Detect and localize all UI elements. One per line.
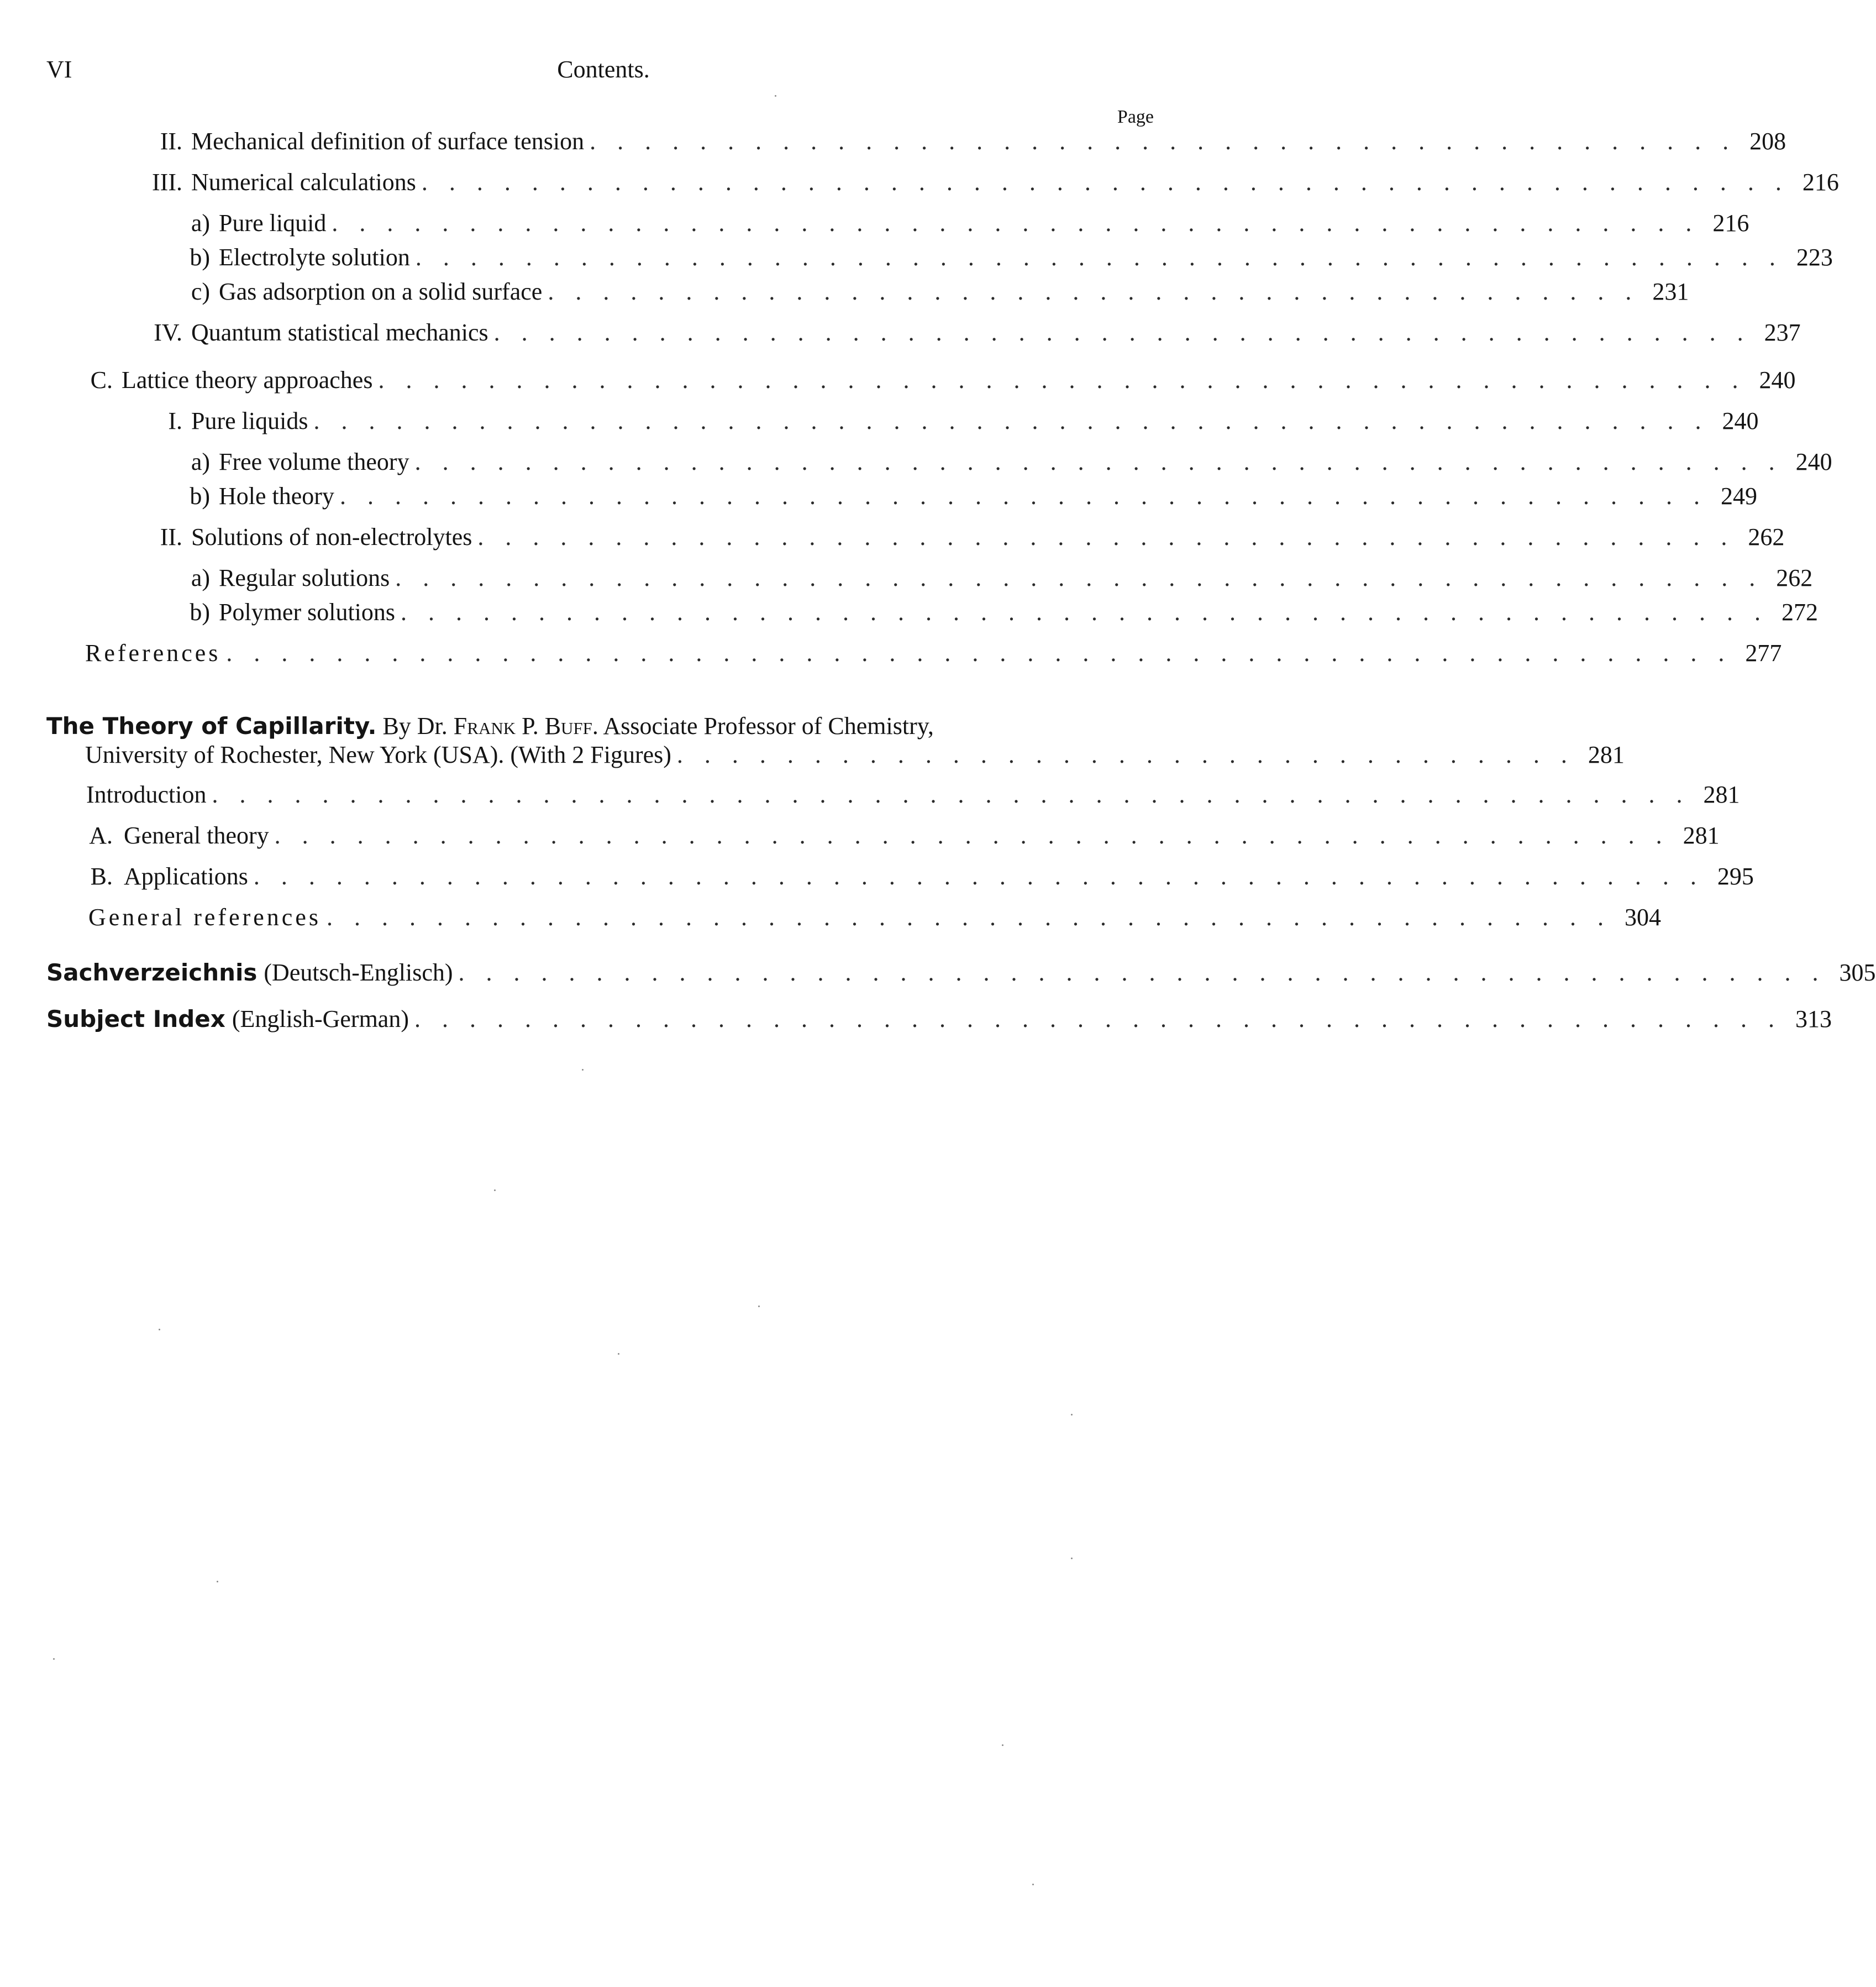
toc-entry[interactable] — [182, 447, 1832, 478]
toc-entry[interactable] — [127, 167, 1839, 198]
dot-leader: . . . . . . . . . . . . . . . . . . . . . . . . . . . . . . . . . . . . . . . . . . . . . . . . . . . . . . — [212, 781, 1690, 808]
toc-entry-title: Numerical calculations — [191, 169, 416, 196]
dot-leader: . . . . . . . . . . . . . . . . . . . . . . . . . . . . . . . . . — [676, 741, 1575, 768]
toc-entry-page: 240 — [1759, 366, 1796, 394]
dot-leader: . . . . . . . . . . . . . . . . . . . . . . . . . . . . . . . . . . . . . . . . — [548, 278, 1639, 305]
toc-entry-page: 237 — [1764, 319, 1801, 346]
toc-entry-page: 305 — [1839, 959, 1876, 986]
toc-entry[interactable] — [127, 406, 1759, 437]
toc-entry[interactable] — [127, 522, 1785, 553]
toc-entry-page: 313 — [1795, 1005, 1832, 1032]
toc-entry-title: Free volume theory — [219, 448, 409, 475]
scan-speck — [494, 1189, 496, 1191]
toc-entry-title: Regular solutions — [219, 564, 390, 591]
toc-entry-title: Lattice theory approaches — [122, 366, 373, 394]
scan-speck — [1002, 1744, 1003, 1746]
dot-leader: . . . . . . . . . . . . . . . . . . . . . . . . . . . . . . . . . . . . . . . . . . . . . . . . . . — [332, 209, 1700, 237]
toc-entry-number: II. — [160, 523, 182, 551]
toc-entry-title: Quantum statistical mechanics — [191, 319, 488, 346]
scan-speck — [1071, 1414, 1073, 1415]
toc-entry-page: 216 — [1712, 209, 1749, 237]
toc-entry-number: I. — [168, 407, 182, 434]
scan-speck — [1071, 1558, 1073, 1559]
toc-entry-title: Introduction — [86, 781, 207, 808]
toc-entry-title: Polymer solutions — [219, 599, 396, 626]
toc-entry-page: 295 — [1717, 863, 1754, 890]
toc-entry[interactable] — [86, 365, 1796, 396]
toc-entry-number: b) — [190, 244, 210, 271]
toc-entry-title: General theory — [124, 822, 269, 849]
toc-entry-number: II. — [160, 128, 182, 155]
article-affiliation-line1: Associate Professor of Chemistry, — [603, 712, 934, 740]
scan-speck — [1032, 1884, 1034, 1885]
dot-leader: . . . . . . . . . . . . . . . . . . . . . . . . . . . . . . . . . . . . . . . . . . . . . . . . . . . . . . . — [226, 639, 1732, 667]
toc-entry[interactable] — [46, 1004, 1832, 1035]
toc-entry-number: C. — [90, 366, 113, 394]
dot-leader: . . . . . . . . . . . . . . . . . . . . . . . . . . . . . . . . . . . . . . . . . . . . . . . . . . — [414, 1005, 1782, 1032]
toc-entry[interactable] — [127, 317, 1801, 348]
dot-leader: . . . . . . . . . . . . . . . . . . . . . . . . . . . . . . . . . . . . . . . . . . . . . . . . . . — [415, 244, 1783, 271]
toc-entry-page: 277 — [1745, 639, 1782, 667]
index-title: Subject Index — [46, 1005, 225, 1032]
toc-entry-page: 304 — [1624, 904, 1661, 931]
toc-entry-title: References — [85, 639, 221, 667]
toc-entry[interactable] — [182, 563, 1813, 594]
toc-entry-page: 240 — [1795, 448, 1832, 475]
dot-leader: . . . . . . . . . . . . . . . . . . . . . . . . . . . . . . . . . . . . . . . . . . . . . . . . . . . — [274, 822, 1670, 849]
dot-leader: . . . . . . . . . . . . . . . . . . . . . . . . . . . . . . . . . . . . . . . . . . . . . . — [493, 319, 1751, 346]
scan-speck — [217, 1581, 218, 1582]
toc-entry-number: IV. — [154, 319, 182, 346]
article-title: The Theory of Capillarity. — [46, 712, 377, 740]
toc-entry-page: 231 — [1652, 278, 1689, 305]
dot-leader: . . . . . . . . . . . . . . . . . . . . . . . . . . . . . . . . . . . . . . . . . . . . . . . . . . — [378, 366, 1746, 394]
toc-entry-page: 262 — [1748, 523, 1785, 551]
article-page: 281 — [1588, 741, 1625, 768]
toc-entry-number: a) — [191, 448, 210, 475]
dot-leader: . . . . . . . . . . . . . . . . . . . . . . . . . . . . . . . . . . . . . . . . . . . . . . . . . . — [414, 448, 1783, 475]
toc-entry-number: b) — [190, 483, 210, 510]
toc-entry[interactable] — [127, 126, 1786, 157]
toc-entry-title: Applications — [124, 863, 248, 890]
dot-leader: . . . . . . . . . . . . . . . . . . . . . . . . . . . . . . . . . . . . . . . . . . . . . . — [477, 523, 1735, 551]
page-column-label: Page — [1117, 107, 1154, 127]
article-by: By Dr. — [382, 712, 448, 740]
scan-speck — [758, 1306, 760, 1307]
toc-entry-number: b) — [190, 599, 210, 626]
toc-entry-title: General references — [88, 904, 321, 931]
toc-entry-page: 249 — [1720, 483, 1757, 510]
dot-leader: . . . . . . . . . . . . . . . . . . . . . . . . . . . . . . . . . . . . . . . . . . . . . . . . . . — [458, 959, 1826, 986]
toc-entry[interactable] — [86, 779, 1740, 810]
article-affiliation-row[interactable] — [85, 740, 1625, 770]
scan-speck — [159, 1329, 160, 1330]
scan-speck — [775, 95, 776, 97]
toc-entry[interactable] — [182, 597, 1819, 628]
dot-leader: . . . . . . . . . . . . . . . . . . . . . . . . . . . . . . . . . . . . . . . . . . . . . . . . . . — [395, 564, 1763, 591]
index-subtitle: (English-German) — [232, 1005, 409, 1032]
toc-entry-number: B. — [90, 863, 113, 890]
dot-leader: . . . . . . . . . . . . . . . . . . . . . . . . . . . . . . . . . . . . . . . . . . — [590, 128, 1737, 155]
dot-leader: . . . . . . . . . . . . . . . . . . . . . . . . . . . . . . . . . . . . . . . . . . . . . . . . . . — [401, 599, 1769, 626]
toc-entry-title: Hole theory — [219, 483, 334, 510]
article-heading-line — [46, 711, 1154, 742]
dot-leader: . . . . . . . . . . . . . . . . . . . . . . . . . . . . . . . . . . . . . . . . . . . . . . . . . . — [421, 169, 1789, 196]
dot-leader: . . . . . . . . . . . . . . . . . . . . . . . . . . . . . . . . . . . . . . . . . . . . . . . . . . . — [313, 407, 1709, 434]
toc-entry[interactable] — [46, 957, 1876, 988]
article-entry[interactable] — [46, 711, 1154, 742]
dot-leader: . . . . . . . . . . . . . . . . . . . . . . . . . . . . . . . . . . . . . . . . . . . . . . . . . . . . . — [253, 863, 1704, 890]
toc-entry-title: Electrolyte solution — [219, 244, 410, 271]
toc-entry-title: Pure liquids — [191, 407, 308, 434]
toc-entry[interactable] — [88, 902, 1661, 933]
scan-speck — [53, 1658, 55, 1660]
toc-entry[interactable] — [182, 276, 1689, 307]
toc-entry[interactable] — [182, 242, 1833, 273]
toc-entry-title: Mechanical definition of surface tension — [191, 128, 585, 155]
page-header — [46, 55, 1160, 88]
toc-entry-page: 281 — [1703, 781, 1740, 808]
article-author: Frank P. Buff. — [453, 712, 598, 740]
toc-entry-number: c) — [191, 278, 210, 305]
dot-leader: . . . . . . . . . . . . . . . . . . . . . . . . . . . . . . . . . . . . . . . . . . . . . . . . . . — [339, 483, 1707, 510]
toc-entry[interactable] — [85, 638, 1782, 669]
toc-entry-title: Solutions of non-electrolytes — [191, 523, 472, 551]
toc-entry-page: 262 — [1776, 564, 1813, 591]
toc-entry-number: III. — [152, 169, 182, 196]
scan-speck — [582, 1069, 584, 1071]
running-title: Contents. — [557, 56, 650, 83]
page-number: VI — [46, 56, 72, 83]
toc-entry-page: 208 — [1749, 128, 1786, 155]
toc-entry[interactable] — [86, 820, 1720, 851]
toc-entry-number: a) — [191, 209, 210, 237]
toc-entry[interactable] — [182, 208, 1749, 239]
index-subtitle: (Deutsch-Englisch) — [264, 959, 453, 986]
toc-entry-number: A. — [89, 822, 113, 849]
toc-entry-page: 240 — [1722, 407, 1759, 434]
toc-entry-page: 281 — [1683, 822, 1720, 849]
toc-entry-number: a) — [191, 564, 210, 591]
dot-leader: . . . . . . . . . . . . . . . . . . . . . . . . . . . . . . . . . . . . . . . . . . . . . . . — [326, 904, 1611, 931]
toc-entry-title: Gas adsorption on a solid surface — [219, 278, 543, 305]
toc-entry[interactable] — [86, 861, 1754, 892]
toc-entry-page: 223 — [1796, 244, 1833, 271]
toc-entry[interactable] — [182, 481, 1757, 512]
toc-entry-title: Pure liquid — [219, 209, 327, 237]
index-title: Sachverzeichnis — [46, 959, 258, 986]
article-affiliation-line2: University of Rochester, New York (USA). (With 2 Figures) — [85, 741, 671, 768]
toc-entry-page: 216 — [1802, 169, 1839, 196]
toc-entry-page: 272 — [1782, 599, 1819, 626]
scan-speck — [618, 1353, 619, 1355]
